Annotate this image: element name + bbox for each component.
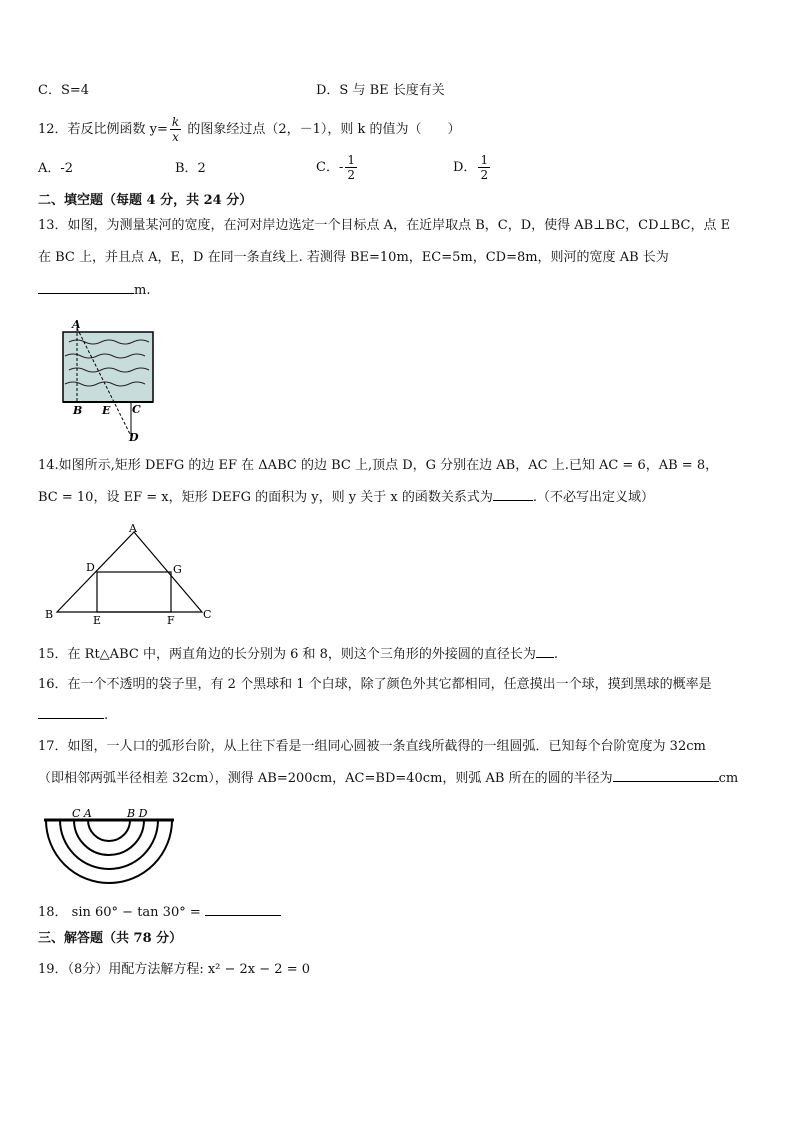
q11-option-d: D．S 与 BE 长度有关 (316, 83, 445, 98)
q12-stem-tail: 的图象经过点（2，－1），则 k 的值为（ ） (183, 122, 461, 137)
q13-line2: 在 BC 上，并且点 A，E，D 在同一条直线上. 若测得 BE=10m，EC=5m，CD=8m，则河的宽度 AB 长为 (38, 250, 669, 265)
q13-unit: m. (134, 283, 151, 298)
q17-line1: 17．如图，一人口的弧形台阶，从上往下看是一组同心圆被一条直线所截得的一组圆弧．已知每个台阶宽度为 32cm (38, 739, 706, 754)
q15-text-body: 15．在 Rt△ABC 中，两直角边的长分别为 6 和 8，则这个三角形的外接圆的直径长为 (38, 647, 536, 662)
q16-answer (38, 706, 108, 725)
q15-answer-blank[interactable] (536, 645, 554, 658)
q16-answer-blank[interactable] (38, 706, 104, 719)
q12-option-c-num: 1 (347, 153, 355, 167)
label-f: F (167, 614, 175, 627)
label-b: B (73, 404, 83, 417)
q12-frac-den: x (172, 130, 179, 144)
q16-line1: 16．在一个不透明的袋子里，有 2 个黑球和 1 个白球，除了颜色外其它都相同，任意摸出一个球，摸到黑球的概率是 (38, 677, 712, 692)
q12-option-d-fraction (478, 153, 490, 182)
q14-line1: 14.如图所示,矩形 DEFG 的边 EF 在 ΔABC 的边 BC 上,顶点 D，G 分别在边 AB，AC 上.已知 AC = 6，AB = 8， (38, 458, 719, 473)
q12-option-d-prefix: D． (453, 160, 477, 175)
section-2-heading: 二、填空题（每题 4 分，共 24 分） (38, 193, 253, 208)
concentric-arcs (46, 820, 172, 883)
label-e: E (93, 614, 102, 627)
q12-option-d-num: 1 (480, 153, 489, 167)
river-area (63, 332, 153, 402)
label-a: A (129, 522, 137, 535)
q18-answer-blank[interactable] (205, 903, 281, 916)
q12-option-c-fraction (345, 153, 357, 182)
label-g: G (173, 563, 182, 576)
label-c: C (132, 403, 141, 416)
label-c: C (203, 608, 212, 621)
q12-option-c-prefix: C．- (316, 160, 344, 175)
q12-option-b: B．2 (175, 161, 206, 176)
label-d: D (86, 561, 95, 574)
q17-answer-blank[interactable] (613, 769, 719, 782)
label-d: D (129, 431, 139, 444)
q12-stem (38, 112, 461, 148)
label-e: E (102, 404, 111, 417)
q17-line2-text: （即相邻两弧半径相差 32cm），测得 AB=200cm，AC=BD=40cm，则弧 AB 所在的圆的半径为 (38, 771, 613, 786)
rectangle-defg (97, 572, 171, 612)
q15-text (38, 645, 558, 664)
q12-option-d-den: 2 (480, 168, 489, 182)
section-3-heading: 三、解答题（共 78 分） (38, 931, 183, 946)
arc-steps-figure (42, 806, 177, 891)
q11-option-c: C．S=4 (38, 83, 90, 98)
q19-text: 19．（8分）用配方法解方程: x² − 2x − 2 = 0 (38, 962, 310, 977)
label-b: B (45, 608, 54, 621)
triangle-rectangle-figure (42, 522, 217, 627)
label-a: A (72, 318, 81, 331)
q17-line2 (38, 769, 738, 788)
q12-stem-text: 12．若反比例函数 y= (38, 122, 168, 137)
q17-unit: cm (718, 771, 739, 786)
q12-option-d (453, 150, 492, 186)
q13-answer-blank[interactable] (38, 281, 134, 294)
q12-fraction (170, 115, 181, 144)
q18-expression: 18． sin 60° − tan 30° = (38, 905, 205, 920)
q12-option-a: A．-2 (38, 161, 74, 176)
q18-text (38, 903, 281, 922)
label-bd: B D (127, 807, 148, 820)
q16-end: . (104, 708, 109, 723)
label-ca: C A (72, 807, 92, 820)
q14-line2-text: BC = 10，设 EF = x，矩形 DEFG 的面积为 y，则 y 关于 x 的函数关系式为 (38, 490, 493, 505)
q12-option-c (316, 150, 359, 186)
q15-text-tail: . (553, 647, 559, 662)
q14-line2-tail: .（不必写出定义域） (532, 490, 654, 505)
q12-frac-num: k (171, 115, 180, 129)
q14-line2 (38, 488, 654, 507)
q12-option-c-den: 2 (347, 168, 355, 182)
q14-answer-blank[interactable] (493, 488, 533, 501)
q13-answer (38, 281, 150, 300)
q13-line1: 13．如图，为测量某河的宽度，在河对岸边选定一个目标点 A，在近岸取点 B，C，D，使得 AB⊥BC，CD⊥BC，点 E (38, 218, 731, 233)
river-figure (55, 318, 165, 443)
